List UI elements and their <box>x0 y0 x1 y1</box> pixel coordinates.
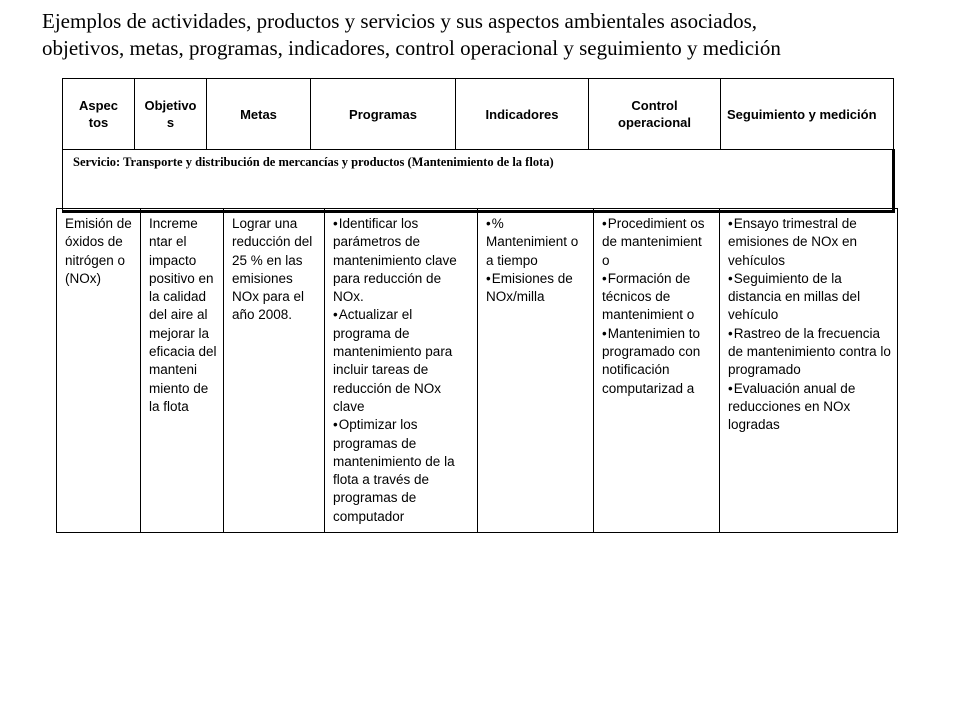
cell-aspecto: Emisión de óxidos de nitrógen o (NOx) <box>57 209 141 533</box>
control-list <box>602 215 713 398</box>
list-item: • Actualizar el programa de mantenimiento para incluir tareas de reducción de NOx clave <box>333 306 471 416</box>
cell-indicadores <box>478 209 594 533</box>
programas-list <box>333 215 471 526</box>
list-item: • Emisiones de NOx/milla <box>486 270 587 307</box>
cell-seguimiento <box>720 209 898 533</box>
seguimiento-list <box>728 215 891 435</box>
title-line-2: objetivos, metas, programas, indicadores, control operacional y seguimiento y medición <box>42 36 781 60</box>
indicadores-list <box>486 215 587 306</box>
list-item: • % Mantenimient o a tiempo <box>486 215 587 270</box>
header-metas: Metas <box>207 79 311 150</box>
header-row <box>63 79 894 150</box>
header-seguimiento: Seguimiento y medición <box>721 79 894 150</box>
list-item: • Identificar los parámetros de mantenimiento clave para reducción de NOx. <box>333 215 471 306</box>
header-objetivos: Objetivo s <box>135 79 207 150</box>
list-item: • Formación de técnicos de mantenimient o <box>602 270 713 325</box>
header-indicadores: Indicadores <box>456 79 589 150</box>
cell-control <box>594 209 720 533</box>
page-title <box>42 8 942 62</box>
list-item: • Rastreo de la frecuencia de mantenimiento contra lo programado <box>728 325 891 380</box>
title-line-1: Ejemplos de actividades, productos y servicios y sus aspectos ambientales asociados, <box>42 9 757 33</box>
cell-objetivo: Increme ntar el impacto positivo en la calidad del aire al mejorar la eficacia del manteni miento de la flota <box>141 209 224 533</box>
header-programas: Programas <box>311 79 456 150</box>
header-aspectos: Aspec tos <box>63 79 135 150</box>
cell-programas <box>325 209 478 533</box>
data-table <box>56 208 898 533</box>
list-item: • Evaluación anual de reducciones en NOx logradas <box>728 380 891 435</box>
header-table <box>62 78 895 213</box>
list-item: • Ensayo trimestral de emisiones de NOx en vehículos <box>728 215 891 270</box>
list-item: • Seguimiento de la distancia en millas del vehículo <box>728 270 891 325</box>
list-item: • Mantenimien to programado con notificación computarizad a <box>602 325 713 398</box>
list-item: • Procedimient os de mantenimient o <box>602 215 713 270</box>
table-row <box>57 209 898 533</box>
header-control: Control operacional <box>589 79 721 150</box>
cell-meta: Lograr una reducción del 25 % en las emisiones NOx para el año 2008. <box>224 209 325 533</box>
list-item: • Optimizar los programas de mantenimiento de la flota a través de programas de computador <box>333 416 471 526</box>
service-description: Servicio: Transporte y distribución de mercancías y productos (Mantenimiento de la flota) <box>63 150 894 212</box>
service-row <box>63 150 894 212</box>
